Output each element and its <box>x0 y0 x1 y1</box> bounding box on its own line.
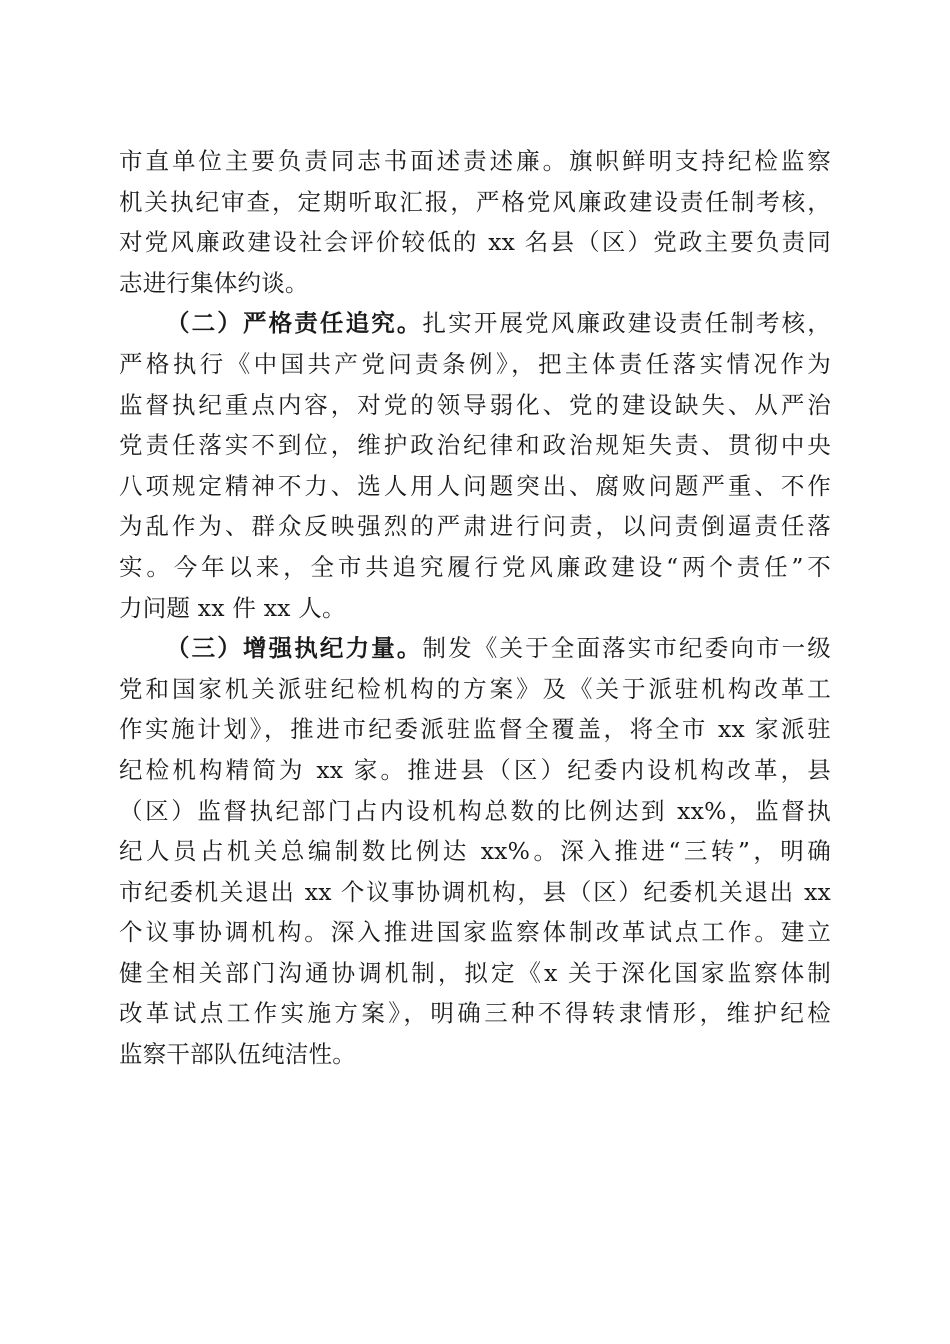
paragraph-3-line-9: 健全相关部门沟通协调机制，拟定《x 关于深化国家监察体制 <box>119 958 831 987</box>
paragraph-1-line-1: 市直单位主要负责同志书面述责述廉。旗帜鲜明支持纪检监察 <box>119 147 831 175</box>
paragraph-2-line-6: 为乱作为、群众反映强烈的严肃进行问责，以问责倒逼责任落 <box>119 512 831 541</box>
paragraph-2-line-7: 实。今年以来，全市共追究履行党风廉政建设“两个责任”不 <box>119 552 831 581</box>
paragraph-3-line-6: 纪人员占机关总编制数比例达 xx%。深入推进“三转”，明确 <box>119 837 831 866</box>
paragraph-3-line-10: 改革试点工作实施方案》，明确三种不得转隶情形，维护纪检 <box>119 999 831 1028</box>
paragraph-2-line-4: 党责任落实不到位，维护政治纪律和政治规矩失责、贯彻中央 <box>119 431 831 460</box>
document-body <box>119 141 831 1075</box>
paragraph-1-line-2: 机关执纪审查，定期听取汇报，严格党风廉政建设责任制考核， <box>119 187 831 216</box>
paragraph-3-line-3: 作实施计划》，推进市纪委派驻监督全覆盖，将全市 xx 家派驻 <box>119 715 831 744</box>
paragraph-3-line-2: 党和国家机关派驻纪检机构的方案》及《关于派驻机构改革工 <box>119 674 831 703</box>
paragraph-3-line-1 <box>119 628 831 669</box>
paragraph-3-line-11: 监察干部队伍纯洁性。 <box>119 1040 356 1069</box>
paragraph-2-line-1-text: 扎实开展党风廉政建设责任制考核， <box>422 309 832 338</box>
paragraph-3-line-1-text: 制发《关于全面落实市纪委向市一级 <box>422 634 832 663</box>
paragraph-3-heading: （三）增强执纪力量。 <box>166 634 423 663</box>
paragraph-1-line-3: 对党风廉政建设社会评价较低的 xx 名县（区）党政主要负责同 <box>119 228 831 257</box>
paragraph-1-line-4: 志进行集体约谈。 <box>119 268 309 297</box>
paragraph-2-line-5: 八项规定精神不力、选人用人问题突出、腐败问题严重、不作 <box>119 471 831 500</box>
paragraph-2-line-2: 严格执行《中国共产党问责条例》，把主体责任落实情况作为 <box>119 349 831 378</box>
paragraph-3-line-7: 市纪委机关退出 xx 个议事协调机构，县（区）纪委机关退出 xx <box>119 877 831 906</box>
paragraph-2-line-8: 力问题 xx 件 xx 人。 <box>119 593 346 622</box>
paragraph-3-line-4: 纪检机构精简为 xx 家。推进县（区）纪委内设机构改革，县 <box>119 755 831 784</box>
paragraph-3-line-5: （区）监督执纪部门占内设机构总数的比例达到 xx%，监督执 <box>119 796 831 825</box>
paragraph-2-heading: （二）严格责任追究。 <box>166 309 423 338</box>
paragraph-3-line-8: 个议事协调机构。深入推进国家监察体制改革试点工作。建立 <box>119 918 831 947</box>
paragraph-2-line-3: 监督执纪重点内容，对党的领导弱化、党的建设缺失、从严治 <box>119 390 831 419</box>
paragraph-2-line-1 <box>119 303 831 344</box>
